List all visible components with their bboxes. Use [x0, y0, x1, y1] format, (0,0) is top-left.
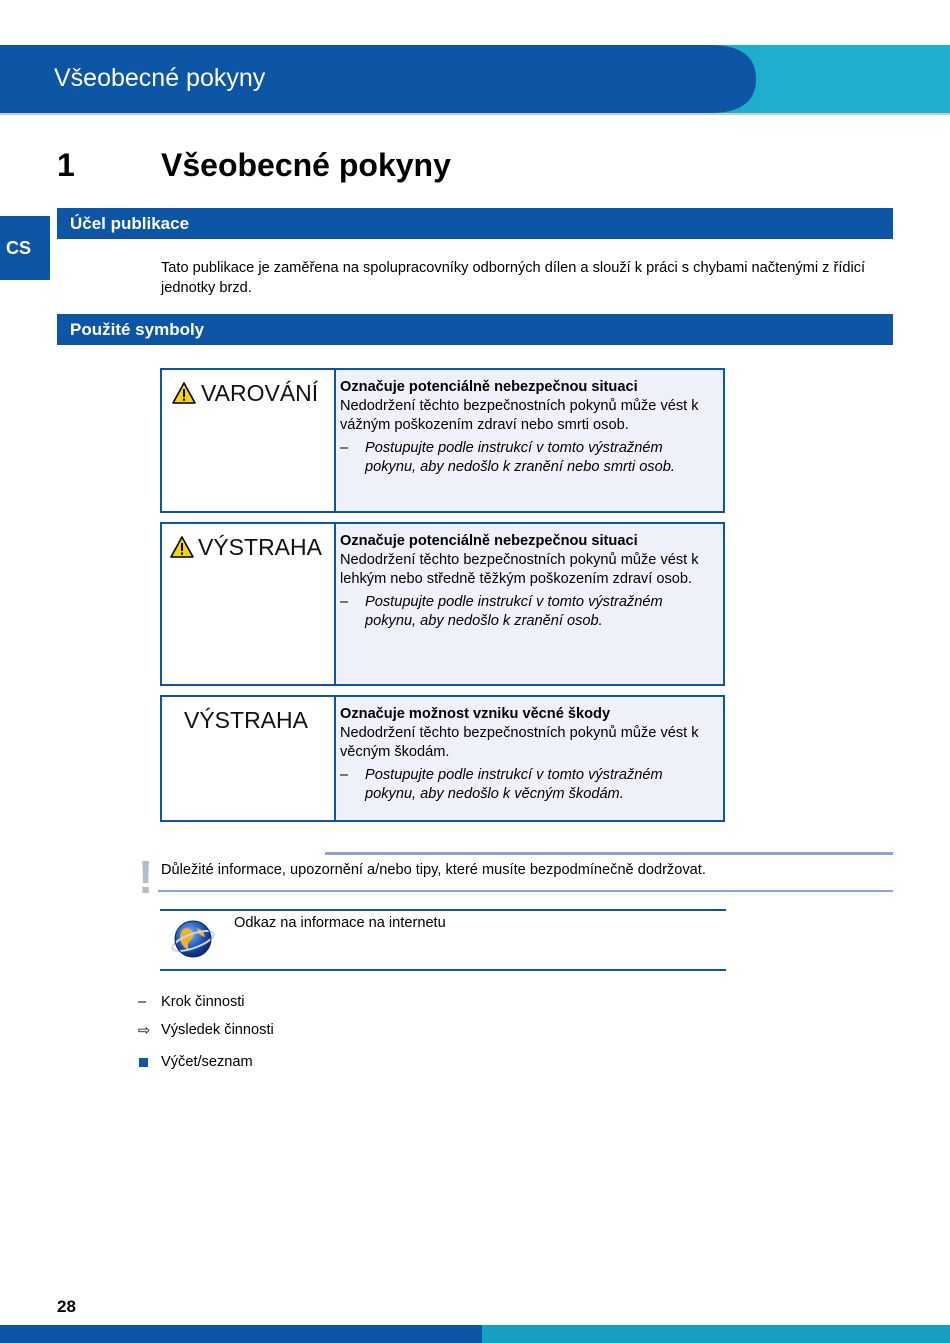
notice-property-damage	[160, 695, 725, 822]
exclamation-icon: !	[138, 851, 154, 903]
chapter-number: 1	[57, 147, 75, 183]
notice-step	[340, 766, 713, 804]
notice-warning	[160, 368, 725, 513]
internet-note-text: Odkaz na informace na internetu	[234, 915, 446, 931]
notice-content	[336, 370, 723, 511]
section-bar-symbols	[57, 314, 893, 345]
notice-heading: Označuje potenciálně nebezpečnou situaci	[340, 379, 638, 395]
notice-label-cell	[162, 697, 336, 820]
section-title: Účel publikace	[70, 214, 190, 233]
square-bullet-icon	[139, 1058, 148, 1067]
page-number: 28	[57, 1297, 76, 1316]
notice-label: VÝSTRAHA	[198, 534, 322, 560]
notice-label: VÝSTRAHA	[184, 707, 308, 733]
notice-label: VAROVÁNÍ	[201, 380, 319, 406]
notice-step	[340, 439, 713, 477]
internet-note-divider-bottom	[160, 969, 726, 971]
arrow-right-icon: ⇨	[138, 1023, 151, 1039]
notice-body: Nedodržení těchto bezpečnostních pokynů může vést k věcným škodám.	[340, 725, 699, 760]
notice-label-cell	[162, 370, 336, 511]
step-text: Postupujte podle instrukcí v tomto výstražném pokynu, aby nedošlo k zranění nebo smrti osob.	[365, 440, 675, 475]
step-dash: –	[340, 440, 349, 456]
notice-content	[336, 697, 723, 820]
chapter-title: Všeobecné pokyny	[161, 147, 451, 183]
legend-label: Krok činnosti	[161, 994, 245, 1010]
notice-label-cell	[162, 524, 336, 684]
purpose-paragraph: Tato publikace je zaměřena na spolupracovníky odborných dílen a slouží k práci s chybami načtenými z řídicí jednotky brzd.	[161, 260, 866, 296]
notice-content	[336, 524, 723, 684]
notice-caution	[160, 522, 725, 686]
warning-triangle-icon	[170, 536, 194, 558]
notice-heading: Označuje potenciálně nebezpečnou situaci	[340, 533, 638, 549]
section-bar-purpose	[57, 208, 893, 239]
globe-icon	[170, 918, 216, 960]
notice-step	[340, 593, 713, 631]
notice-heading: Označuje možnost vzniku věcné škody	[340, 706, 611, 722]
step-text: Postupujte podle instrukcí v tomto výstražném pokynu, aby nedošlo k věcným škodám.	[365, 767, 663, 802]
notice-body: Nedodržení těchto bezpečnostních pokynů může vést k lehkým nebo středně těžkým poškozením zdraví osob.	[340, 552, 699, 587]
step-text: Postupujte podle instrukcí v tomto výstražném pokynu, aby nedošlo k zranění osob.	[365, 594, 663, 629]
warning-triangle-icon	[172, 382, 196, 404]
header-title: Všeobecné pokyny	[54, 64, 266, 92]
language-label: CS	[6, 238, 32, 258]
step-dash: –	[340, 594, 349, 610]
notice-body: Nedodržení těchto bezpečnostních pokynů může vést k vážným poškozením zdraví nebo smrti osob.	[340, 398, 699, 433]
note-divider-bottom	[158, 890, 893, 892]
dash-icon: –	[138, 994, 147, 1010]
note-divider-top	[325, 852, 893, 855]
important-note-text: Důležité informace, upozornění a/nebo tipy, které musíte bezpodmínečně dodržovat.	[161, 862, 706, 878]
footer-band-cyan	[482, 1325, 950, 1343]
section-title: Použité symboly	[70, 320, 205, 339]
legend-label: Výčet/seznam	[161, 1054, 253, 1070]
footer-band-blue	[0, 1325, 482, 1343]
step-dash: –	[340, 767, 349, 783]
legend-label: Výsledek činnosti	[161, 1022, 274, 1038]
internet-note-divider-top	[160, 909, 726, 911]
